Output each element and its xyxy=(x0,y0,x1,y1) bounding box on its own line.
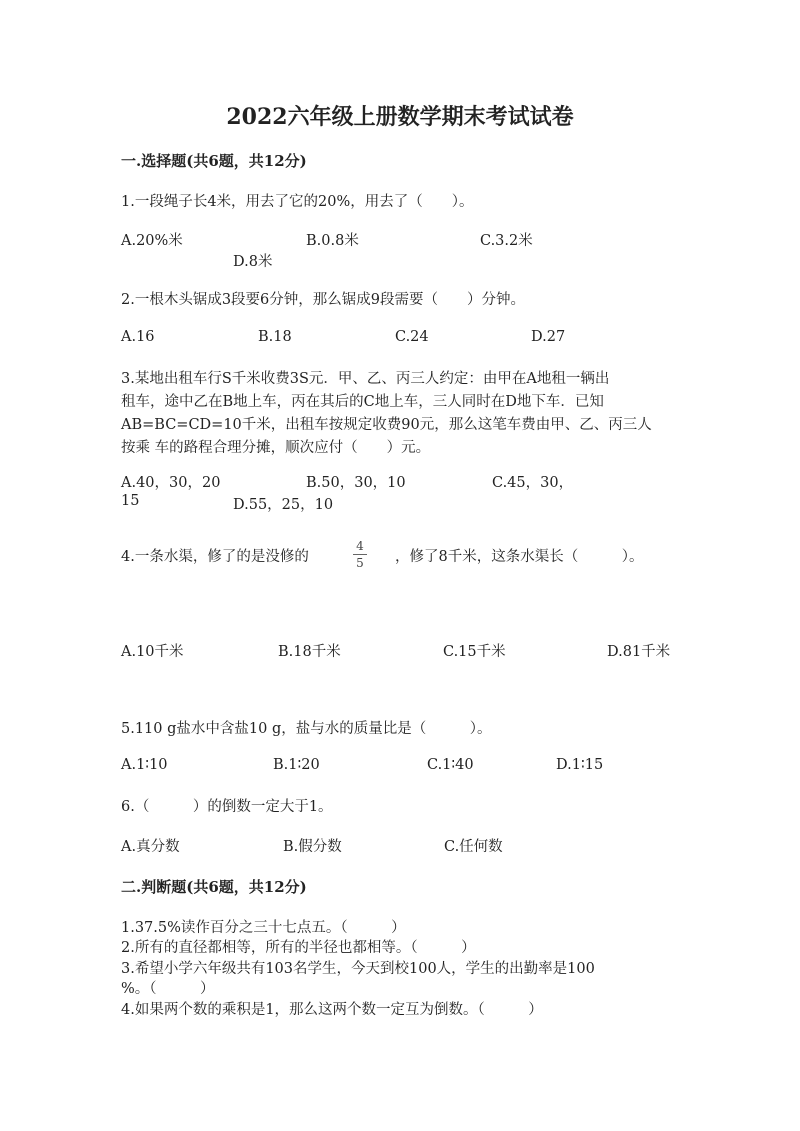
option-5a: A.1∶10 xyxy=(121,757,168,773)
option-1c: C.3.2米 xyxy=(480,233,533,249)
option-4d: D.81千米 xyxy=(607,644,671,660)
page-title: 2022六年级上册数学期末考试试卷 xyxy=(226,104,574,130)
option-6b: B.假分数 xyxy=(283,839,342,855)
fraction-denominator: 5 xyxy=(356,556,364,570)
option-4c: C.15千米 xyxy=(443,644,506,660)
tf-question-3: 3.希望小学六年级共有103名学生，今天到校100人，学生的出勤率是100 xyxy=(121,961,595,977)
tf-question-1: 1.37.5%读作百分之三十七点五。（ ） xyxy=(121,920,406,936)
option-4b: B.18千米 xyxy=(278,644,341,660)
question-4-before: 4.一条水渠，修了的是没修的 xyxy=(121,549,309,565)
question-1: 1.一段绳子长4米，用去了它的20%，用去了（ ）。 xyxy=(121,194,474,210)
question-2: 2.一根木头锯成3段要6分钟，那么锯成9段需要（ ）分钟。 xyxy=(121,292,526,308)
option-5d: D.1∶15 xyxy=(556,757,604,773)
option-4a: A.10千米 xyxy=(121,644,184,660)
question-3-line-2: 租车，途中乙在B地上车，丙在其后的C地上车，三人同时在D地下车．已知 xyxy=(121,394,604,410)
option-3d: D.55，25，10 xyxy=(233,497,334,513)
option-3b: B.50，30，10 xyxy=(306,475,406,491)
option-6a: A.真分数 xyxy=(121,839,180,855)
tf-question-4: 4.如果两个数的乘积是1，那么这两个数一定互为倒数。（ ） xyxy=(121,1002,543,1018)
section-heading-multiple-choice: 一.选择题(共6题，共12分) xyxy=(121,152,307,170)
fraction-numerator: 4 xyxy=(353,538,367,555)
option-5b: B.1∶20 xyxy=(273,757,320,773)
option-2d: D.27 xyxy=(531,329,566,345)
question-3-line-4: 按乘 车的路程合理分摊，顺次应付（ ）元。 xyxy=(121,440,431,456)
option-5c: C.1∶40 xyxy=(427,757,474,773)
option-1b: B.0.8米 xyxy=(306,233,359,249)
option-1a: A.20%米 xyxy=(121,233,183,249)
option-2a: A.16 xyxy=(121,329,155,345)
question-5: 5.110 g盐水中含盐10 g，盐与水的质量比是（ ）。 xyxy=(121,721,492,737)
option-3a: A.40，30，20 xyxy=(121,475,221,491)
option-2c: C.24 xyxy=(395,329,429,345)
question-4-after: ，修了8千米，这条水渠长（ ）。 xyxy=(395,549,644,565)
option-6c: C.任何数 xyxy=(444,839,503,855)
option-2b: B.18 xyxy=(258,329,292,345)
option-1d: D.8米 xyxy=(233,254,273,270)
section-heading-true-false: 二.判断题(共6题，共12分) xyxy=(121,878,307,896)
option-3c-continued: 15 xyxy=(121,493,140,509)
tf-question-2: 2.所有的直径都相等，所有的半径也都相等。（ ） xyxy=(121,940,476,956)
option-3c: C.45，30， xyxy=(492,475,574,491)
tf-question-3-continued: %。（ ） xyxy=(121,981,215,997)
question-3-line-1: 3.某地出租车行S千米收费3S元．甲、乙、丙三人约定：由甲在A地租一辆出 xyxy=(121,371,610,387)
question-3-line-3: AB=BC=CD=10千米，出租车按规定收费90元，那么这笔车费由甲、乙、丙三人 xyxy=(121,417,652,433)
fraction-four-fifths xyxy=(353,538,367,571)
question-6: 6.（ ）的倒数一定大于1。 xyxy=(121,799,333,815)
